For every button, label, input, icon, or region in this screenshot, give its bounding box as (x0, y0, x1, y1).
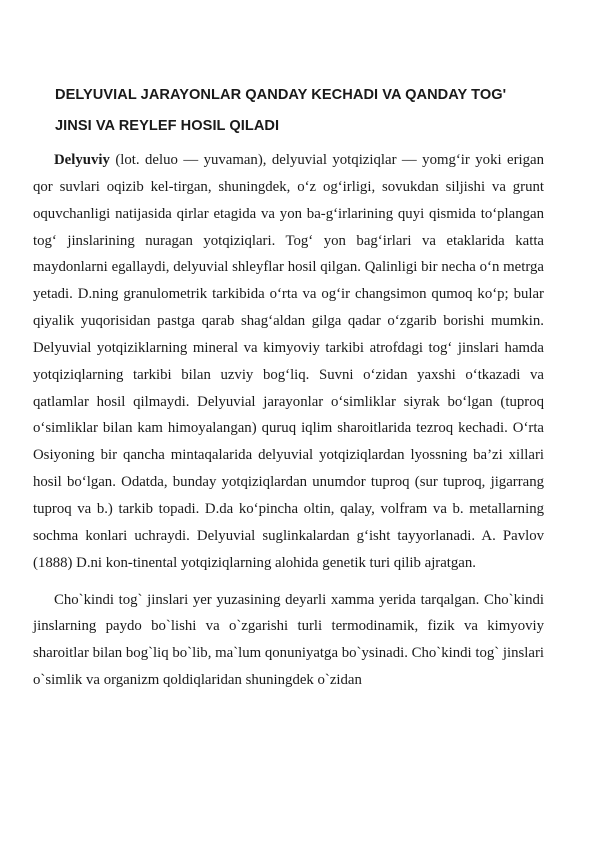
document-body (33, 147, 544, 694)
paragraph-chokindi: Cho`kindi tog` jinslari yer yuzasining deyarli xamma yerida tarqalgan. Cho`kindi jinslarning paydo bo`lishi va o`zgarishi turli termodinamik, fizik va kimyoviy sharoitlar bilan bog`liq bo`lib, ma`lum qonuniyatga bo`ysinadi. Cho`kindi tog` jinslari o`simlik va organizm qoldiqlaridan shuningdek o`zidan (33, 591, 544, 689)
paragraph-delyuviy (33, 147, 544, 577)
term-delyuviy: Delyuviy (54, 152, 110, 168)
document-title: DELYUVIAL JARAYONLAR QANDAY KECHADI VA QANDAY TOG' JINSI VA REYLEF HOSIL QILADI (55, 87, 507, 134)
paragraph-delyuviy-text: (lot. deluo — yuvaman), delyuvial yotqiziqlar — yomg‘ir yoki erigan qor suvlari oqizib kel-tirgan, shuningdek, o‘z og‘irligi, sovukdan siljishi va grunt oquvchanligi natijasida qirlar etagida va yon ba-g‘irlarining quyi qismida to‘plangan tog‘ jinslarining nuragan yotqiziqlari. Tog‘ yon bag‘irlari va etaklarida katta maydonlarni egallaydi, delyuvial shleyflar hosil qilgan. Qalinligi bir necha o‘n metrga yetadi. D.ning granulometrik tarkibida o‘rta va og‘ir changsimon qumoq ko‘p; bular qiyalik yuqorisidan pastga qarab shag‘aldan gilga qadar o‘zgarib borishi mumkin. Delyuvial yotqiziklarning mineral va kimyoviy tarkibi atrofdagi tog‘ jinslari hamda yotqiziqlarning tarkibi bilan uzviy bog‘liq. Suvni o‘zidan yaxshi o‘tkazadi va qatlamlar hosil qilmaydi. Delyuvial jarayonlar o‘simliklar siyrak bo‘lgan (tuproq o‘simliklar bilan kam himoyalangan) quruq iqlim sharoitlarida tezroq kechadi. O‘rta Osiyoning bir qancha mintaqalarida delyuvial yotqiziqlardan lyossning ba’zi xillari hosil bo‘lgan. Odatda, bunday yotqiziqlardan unumdor tuproq (sur tuproq, jigarrang tuproq va b.) tarkib topadi. D.da ko‘pincha oltin, qalay, volfram va b. metallarning sochma konlari uchraydi. Delyuvial suglinkalardan g‘isht tayyorlanadi. A. Pavlov (1888) D.ni kon-tinental yotqiziqlarning alohida genetik turi qilib ajratgan. (33, 152, 544, 571)
